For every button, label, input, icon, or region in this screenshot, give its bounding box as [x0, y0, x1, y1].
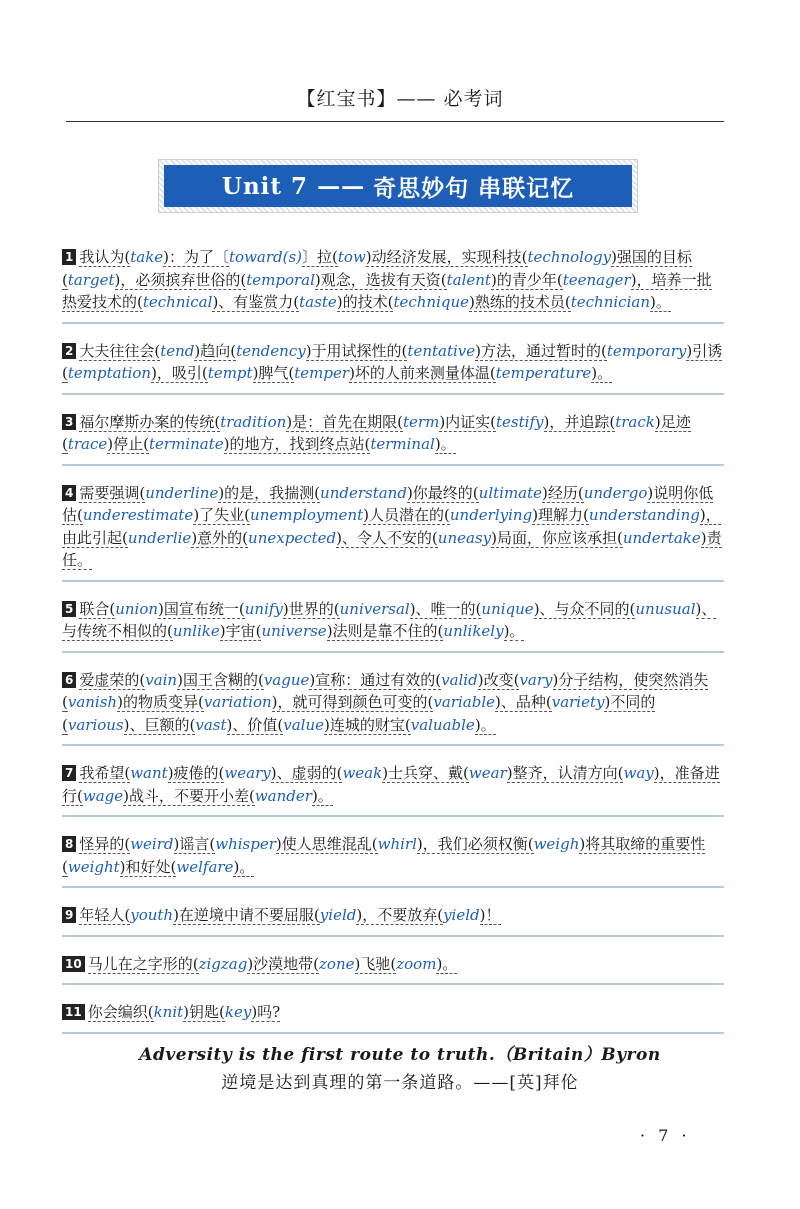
vocab-word: youth: [130, 906, 174, 924]
entry-text: )，就可得到颜色可变的(: [271, 693, 434, 711]
vocab-word: yield: [443, 906, 480, 924]
entry-text: )、巨额的(: [123, 715, 196, 734]
vocab-word: talent: [446, 270, 491, 289]
entry-text: )的技术(: [336, 293, 394, 311]
vocab-word: vague: [263, 670, 310, 689]
entry-text: )，培养一批热爱技术的(: [62, 270, 712, 311]
entry-text: )战斗，不要开小差(: [123, 786, 255, 805]
entry-text: )你最终的(: [406, 483, 479, 502]
vocab-word: take: [130, 248, 164, 266]
quote-english: Adversity is the first route to truth.（Britain）Byron: [139, 1045, 661, 1065]
entry-number-badge: 8: [62, 836, 76, 852]
vocab-word: temperature: [495, 364, 592, 382]
entry-text: )钥匙(: [183, 1003, 225, 1021]
vocab-entry: [62, 756, 724, 817]
entry-text: )、唯一的(: [409, 599, 482, 618]
vocab-word: tempt: [207, 364, 253, 382]
vocab-word: ultimate: [478, 483, 543, 502]
entry-text: )，不要放弃(: [356, 906, 444, 924]
entry-text: )的物质变异(: [117, 693, 204, 711]
vocab-word: unexpected: [248, 528, 337, 547]
entry-text: 你会编织(: [87, 1003, 154, 1021]
vocab-word: technology: [527, 248, 612, 266]
vocab-word: union: [115, 599, 159, 618]
vocab-word: technical: [142, 293, 213, 311]
entry-text: )。: [434, 435, 456, 453]
vocab-word: variable: [433, 693, 495, 711]
entry-number-badge: 2: [62, 343, 76, 359]
entry-text: )经历(: [542, 483, 584, 502]
entry-text: )。: [233, 857, 255, 876]
entry-text: )人员潜在的(: [363, 506, 450, 524]
vocab-word: whirl: [377, 835, 417, 853]
vocab-word: zoom: [396, 954, 437, 973]
entry-text: )停止(: [107, 435, 149, 453]
vocab-word: understanding: [588, 506, 700, 524]
entry-text: 福尔摩斯办案的传统(: [79, 412, 221, 431]
entry-text: )：为了〔: [163, 248, 230, 266]
page-header-title: 【红宝书】—— 必考词: [296, 88, 504, 110]
entry-text: )将其取缔的重要性(: [62, 835, 706, 876]
vocab-word: vary: [519, 670, 553, 689]
vocab-word: temporal: [246, 270, 315, 289]
entry-number-badge: 11: [62, 1004, 85, 1020]
entry-text: )世界的(: [282, 599, 340, 618]
entry-text: )疲倦的(: [167, 764, 225, 782]
vocab-entry: [62, 827, 724, 888]
entry-text: )连城的财宝(: [324, 715, 411, 734]
vocab-entry: [62, 240, 724, 324]
entry-text: 怪异的(: [79, 835, 131, 853]
entry-number-badge: 10: [62, 956, 85, 972]
entry-text: )责任。: [62, 528, 722, 569]
entry-text: )意外的(: [191, 528, 249, 547]
vocab-word: weight: [67, 857, 120, 876]
vocab-word: understand: [320, 483, 407, 502]
vocab-word: want: [130, 764, 168, 782]
vocab-entry: [62, 334, 724, 395]
entry-text: )。: [649, 293, 671, 311]
vocab-word: universal: [339, 599, 410, 618]
vocab-word: yield: [319, 906, 357, 924]
entry-text: )观念，选拔有天资(: [314, 270, 447, 289]
entry-text: )、品种(: [495, 693, 552, 711]
vocab-word: knit: [153, 1003, 184, 1021]
entry-text: )、虚弱的(: [270, 764, 343, 782]
entry-text: )谣言(: [173, 835, 216, 853]
vocab-word: weigh: [533, 835, 580, 853]
entry-text: )，我们必须权衡(: [416, 835, 534, 853]
entry-text: )足迹(: [62, 412, 691, 453]
entry-text: )内证实(: [439, 412, 497, 431]
entry-text: )、令人不安的(: [336, 528, 438, 547]
entry-text: )说明你低估(: [62, 483, 714, 524]
vocab-entry: [62, 476, 724, 582]
vocab-word: taste: [299, 293, 337, 311]
entry-text: 爱虚荣的(: [79, 670, 146, 689]
vocab-word: zigzag: [198, 954, 248, 973]
entry-text: )、与众不同的(: [533, 599, 636, 618]
entry-text: )整齐，认清方向(: [506, 764, 624, 782]
vocab-word: vain: [145, 670, 178, 689]
entry-text: )是：首先在期限(: [286, 412, 403, 431]
entry-text: )、与传统不相似的(: [62, 599, 717, 640]
vocab-word: weary: [224, 764, 271, 782]
entry-text: )使人思维混乱(: [275, 835, 378, 853]
vocab-word: testify: [496, 412, 544, 431]
vocab-word: valid: [441, 670, 478, 689]
vocab-word: technician: [570, 293, 650, 311]
vocab-word: weird: [130, 835, 174, 853]
entry-text: )强国的目标(: [62, 248, 692, 289]
vocab-word: wander: [254, 786, 312, 805]
vocab-word: vanish: [67, 693, 118, 711]
vocab-word: track: [615, 412, 655, 431]
page-number: · 7 ·: [640, 1126, 691, 1145]
entry-text: )、价值(: [226, 715, 284, 734]
vocab-word: teenager: [562, 270, 631, 289]
entry-text: )。: [503, 622, 525, 640]
vocab-word: unlikely: [443, 622, 504, 640]
vocab-entry: [62, 663, 724, 747]
entry-list: [62, 240, 724, 1034]
vocab-word: universe: [261, 622, 327, 640]
entry-text: )改变(: [477, 670, 520, 689]
entry-text: )。: [436, 954, 458, 973]
entry-text: )熟练的技术员(: [469, 293, 571, 311]
entry-number-badge: 6: [62, 672, 76, 688]
vocab-word: unique: [481, 599, 534, 618]
entry-text: )，必须摈弃世俗的(: [114, 270, 247, 289]
quote-chinese: 逆境是达到真理的第一条道路。——[英]拜伦: [221, 1073, 579, 1093]
vocab-entry: [62, 898, 724, 937]
vocab-word: various: [67, 715, 124, 734]
entry-text: )局面，你应该承担(: [491, 528, 623, 547]
vocab-word: welfare: [176, 857, 234, 876]
vocab-word: unusual: [635, 599, 696, 618]
entry-text: )不同的(: [62, 693, 656, 734]
vocab-word: target: [67, 270, 115, 289]
entry-text: 大夫往往会(: [79, 341, 161, 360]
vocab-word: underline: [145, 483, 219, 502]
entry-text: 我认为(: [79, 248, 131, 266]
entry-text: )飞驰(: [354, 954, 397, 973]
entry-number-badge: 1: [62, 249, 76, 265]
vocab-word: undertake: [622, 528, 701, 547]
vocab-word: underlying: [449, 506, 533, 524]
unit-title-en: Unit 7 ——: [221, 172, 366, 200]
entry-text: 联合(: [79, 599, 116, 618]
vocab-word: undergo: [583, 483, 648, 502]
unit-title-zh: 奇思妙句 串联记忆: [373, 175, 575, 202]
entry-text: )，准备进行(: [62, 764, 720, 805]
entry-text: )，吸引(: [151, 364, 208, 382]
entry-text: )脾气(: [252, 364, 295, 382]
entry-text: )宇宙(: [219, 622, 262, 640]
entry-text: )宣称：通过有效的(: [309, 670, 442, 689]
vocab-word: temper: [294, 364, 350, 382]
entry-text: )，由此引起(: [62, 506, 721, 547]
entry-text: )。: [311, 786, 333, 805]
entry-text: 年轻人(: [79, 906, 131, 924]
vocab-entry: [62, 592, 724, 653]
entry-text: )于用试探性的(: [305, 341, 408, 360]
entry-text: )坏的人前来测量体温(: [349, 364, 496, 382]
entry-text: 〕拉(: [302, 248, 338, 266]
vocab-word: tradition: [220, 412, 287, 431]
entry-text: )士兵穿、戴(: [382, 764, 469, 782]
entry-text: )沙漠地带(: [247, 954, 320, 973]
vocab-word: valuable: [410, 715, 475, 734]
vocab-word: weak: [342, 764, 383, 782]
entry-text: )在逆境中请不要屈服(: [173, 906, 320, 924]
vocab-word: unlike: [172, 622, 220, 640]
entry-text: 马儿在之字形的(: [87, 954, 199, 973]
vocab-word: uneasy: [437, 528, 492, 547]
entry-text: )法则是靠不住的(: [326, 622, 444, 640]
vocab-word: terminate: [149, 435, 224, 453]
entry-text: )，并追踪(: [543, 412, 616, 431]
entry-text: )。: [474, 715, 496, 734]
entry-text: )和好处(: [119, 857, 177, 876]
vocab-entry: [62, 995, 724, 1034]
vocab-word: whisper: [215, 835, 276, 853]
entry-text: )国宣布统一(: [158, 599, 245, 618]
vocab-word: vast: [195, 715, 227, 734]
vocab-word: zone: [319, 954, 355, 973]
vocab-word: key: [224, 1003, 252, 1021]
vocab-word: unemployment: [250, 506, 364, 524]
vocab-word: variety: [551, 693, 605, 711]
entry-text: )方法，通过暂时的(: [475, 341, 607, 360]
entry-text: )国王含糊的(: [177, 670, 264, 689]
vocab-word: term: [403, 412, 440, 431]
vocab-word: technique: [393, 293, 470, 311]
entry-number-badge: 3: [62, 414, 76, 430]
entry-text: 我希望(: [79, 764, 131, 782]
vocab-word: trace: [67, 435, 108, 453]
entry-text: )动经济发展，实现科技(: [365, 248, 528, 266]
vocab-word: tow: [337, 248, 366, 266]
vocab-word: toward(s): [229, 248, 303, 266]
entry-number-badge: 4: [62, 485, 76, 501]
vocab-word: wear: [468, 764, 507, 782]
entry-text: )了失业(: [193, 506, 251, 524]
entry-text: )趋向(: [194, 341, 237, 360]
vocab-word: way: [623, 764, 654, 782]
entry-number-badge: 5: [62, 601, 76, 617]
vocab-word: tendency: [236, 341, 306, 360]
vocab-word: tend: [160, 341, 195, 360]
vocab-word: temptation: [67, 364, 152, 382]
vocab-word: terminal: [370, 435, 435, 453]
unit-banner-inner: [164, 165, 632, 207]
entry-text: )分子结构，使突然消失(: [62, 670, 709, 711]
entry-text: )的地方，找到终点站(: [223, 435, 371, 453]
vocab-entry: [62, 947, 724, 986]
header-divider: [66, 121, 724, 122]
vocab-entry: [62, 405, 724, 466]
vocab-word: wage: [82, 786, 124, 805]
entry-text: )、有鉴赏力(: [212, 293, 300, 311]
vocab-word: underlie: [127, 528, 192, 547]
entry-text: )的青少年(: [490, 270, 563, 289]
unit-banner: [158, 159, 638, 213]
entry-text: 需要强调(: [79, 483, 146, 502]
vocab-word: variation: [203, 693, 272, 711]
vocab-word: unify: [244, 599, 283, 618]
entry-number-badge: 7: [62, 765, 76, 781]
entry-number-badge: 9: [62, 907, 76, 923]
entry-text: )！: [479, 906, 501, 924]
entry-text: )理解力(: [532, 506, 589, 524]
entry-text: )引诱(: [62, 341, 723, 382]
entry-text: )。: [591, 364, 613, 382]
entry-text: )的是，我揣测(: [218, 483, 321, 502]
vocab-word: underestimate: [82, 506, 194, 524]
vocab-word: temporary: [606, 341, 687, 360]
vocab-word: value: [283, 715, 324, 734]
entry-text: )吗?: [251, 1003, 281, 1021]
vocab-word: tentative: [407, 341, 476, 360]
